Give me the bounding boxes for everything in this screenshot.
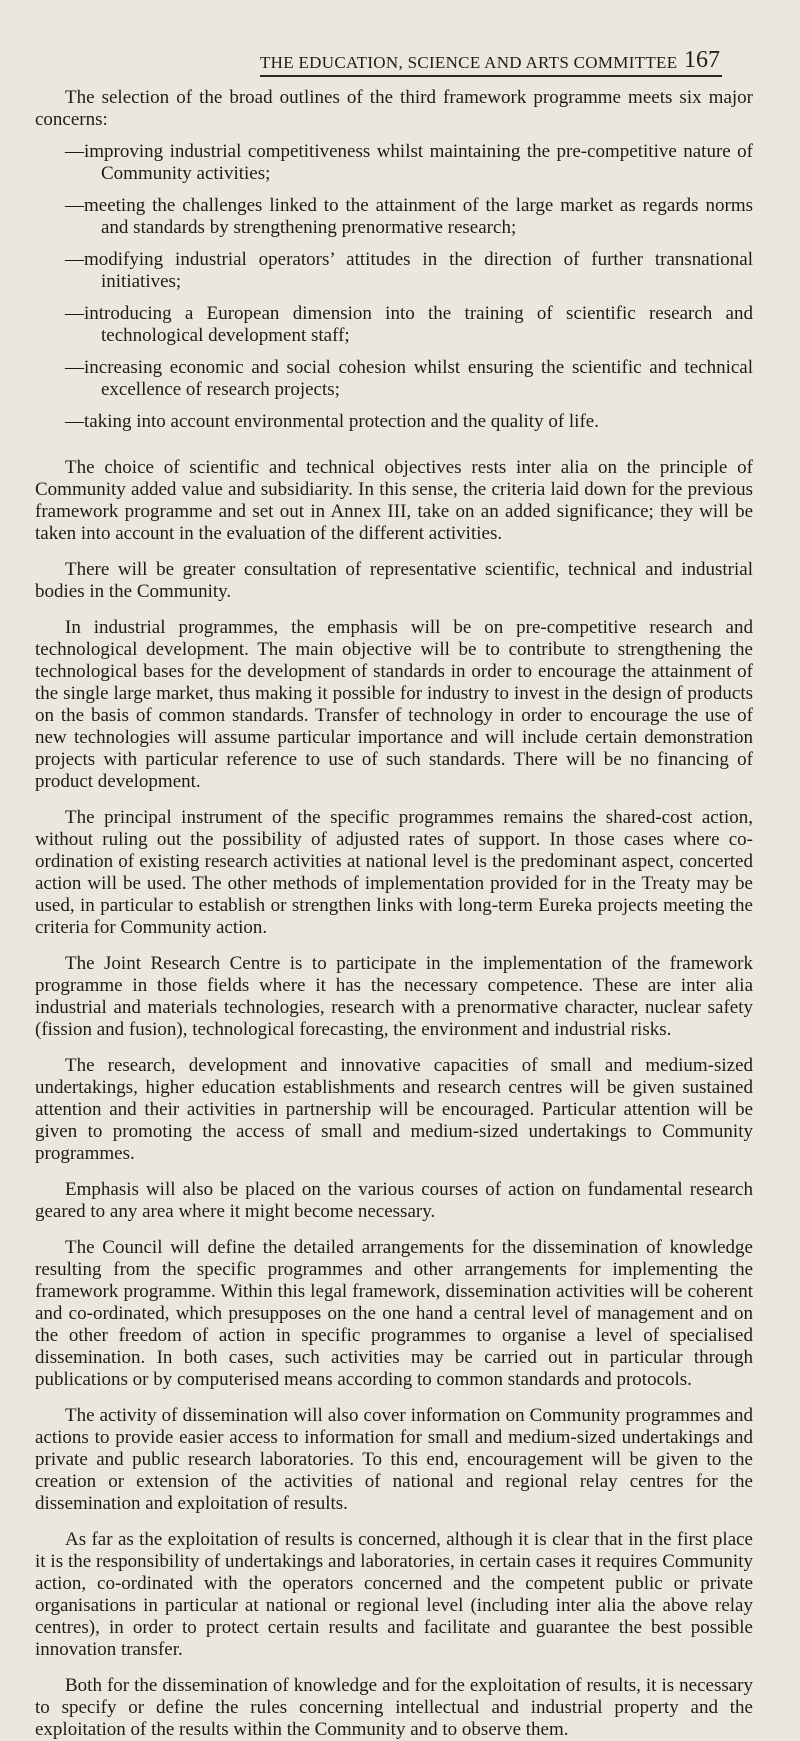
- concern-item: —introducing a European dimension into the training of scientific research and technological development staff;: [65, 303, 753, 346]
- paragraph: The Council will define the detailed arrangements for the dissemination of knowledge resulting from the specific programmes and other arrangements for implementing the framework programme. Within this legal framework, dissemination activities will be coherent and co-ordinated, which presupposes on the one hand a central level of management and on the other freedom of action in specific programmes to organise a level of specialised dissemination. In both cases, such activities may be carried out in particular through publications or by computerised means according to common standards and protocols.: [35, 1237, 753, 1390]
- concerns-list: [35, 141, 753, 433]
- paragraph: Both for the dissemination of knowledge and for the exploitation of results, it is necessary to specify or define the rules concerning intellectual and industrial property and the exploitation of the results within the Community and to observe them.: [35, 1675, 753, 1740]
- concern-item: —improving industrial competitiveness whilst maintaining the pre-competitive nature of Community activities;: [65, 141, 753, 184]
- concern-item: —increasing economic and social cohesion whilst ensuring the scientific and technical excellence of research projects;: [65, 357, 753, 400]
- paragraph: Emphasis will also be placed on the various courses of action on fundamental research geared to any area where it might become necessary.: [35, 1179, 753, 1222]
- paragraph: In industrial programmes, the emphasis will be on pre-competitive research and technological development. The main objective will be to contribute to strengthening the technological bases for the development of standards in order to encourage the attainment of the single large market, thus making it possible for industry to invest in the design of products on the basis of common standards. Transfer of technology in order to encourage the use of new technologies will assume particular importance and will include certain demonstration projects with particular reference to use of such standards. There will be no financing of product development.: [35, 617, 753, 792]
- running-header: [260, 47, 722, 77]
- concern-item: —meeting the challenges linked to the attainment of the large market as regards norms and standards by strengthening prenormative research;: [65, 195, 753, 238]
- paragraph: The Joint Research Centre is to participate in the implementation of the framework programme in those fields where it has the necessary competence. These are inter alia industrial and materials technologies, research with a prenormative character, nuclear safety (fission and fusion), technological forecasting, the environment and industrial risks.: [35, 953, 753, 1040]
- paragraph: The activity of dissemination will also cover information on Community programmes and actions to provide easier access to information for small and medium-sized undertakings and private and public research laboratories. To this end, encouragement will be given to the creation or extension of the activities of national and regional relay centres for the dissemination and exploitation of results.: [35, 1405, 753, 1514]
- concern-item: —taking into account environmental protection and the quality of life.: [65, 411, 599, 432]
- body-text: [35, 87, 753, 1741]
- paragraph: As far as the exploitation of results is concerned, although it is clear that in the first place it is the responsibility of undertakings and laboratories, in certain cases it requires Community action, co-ordinated with the operators concerned and the competent public or private organisations in particular at national or regional level (including inter alia the above relay centres), in order to protect certain results and facilitate and guarantee the best possible innovation transfer.: [35, 1529, 753, 1660]
- intro-paragraph: The selection of the broad outlines of the third framework programme meets six major concerns:: [35, 87, 753, 130]
- paragraph: The choice of scientific and technical objectives rests inter alia on the principle of Community added value and subsidiarity. In this sense, the criteria laid down for the previous framework programme and set out in Annex III, take on an added significance; they will be taken into account in the evaluation of the different activities.: [35, 457, 753, 544]
- paragraph: The principal instrument of the specific programmes remains the shared-cost action, without ruling out the possibility of adjusted rates of support. In those cases where co-ordination of existing research activities at national level is the predominant aspect, concerted action will be used. The other methods of implementation provided for in the Treaty may be used, in particular to establish or strengthen links with long-term Eureka projects meeting the criteria for Community action.: [35, 807, 753, 938]
- paragraph: The research, development and innovative capacities of small and medium-sized undertakings, higher education establishments and research centres will be given sustained attention and their activities in partnership will be encouraged. Particular attention will be given to promoting the access of small and medium-sized undertakings to Community programmes.: [35, 1055, 753, 1164]
- page-number: 167: [684, 47, 720, 73]
- paragraph: There will be greater consultation of representative scientific, technical and industrial bodies in the Community.: [35, 559, 753, 602]
- running-title: THE EDUCATION, SCIENCE AND ARTS COMMITTEE: [260, 53, 678, 72]
- concern-item: —modifying industrial operators’ attitudes in the direction of further transnational initiatives;: [65, 249, 753, 292]
